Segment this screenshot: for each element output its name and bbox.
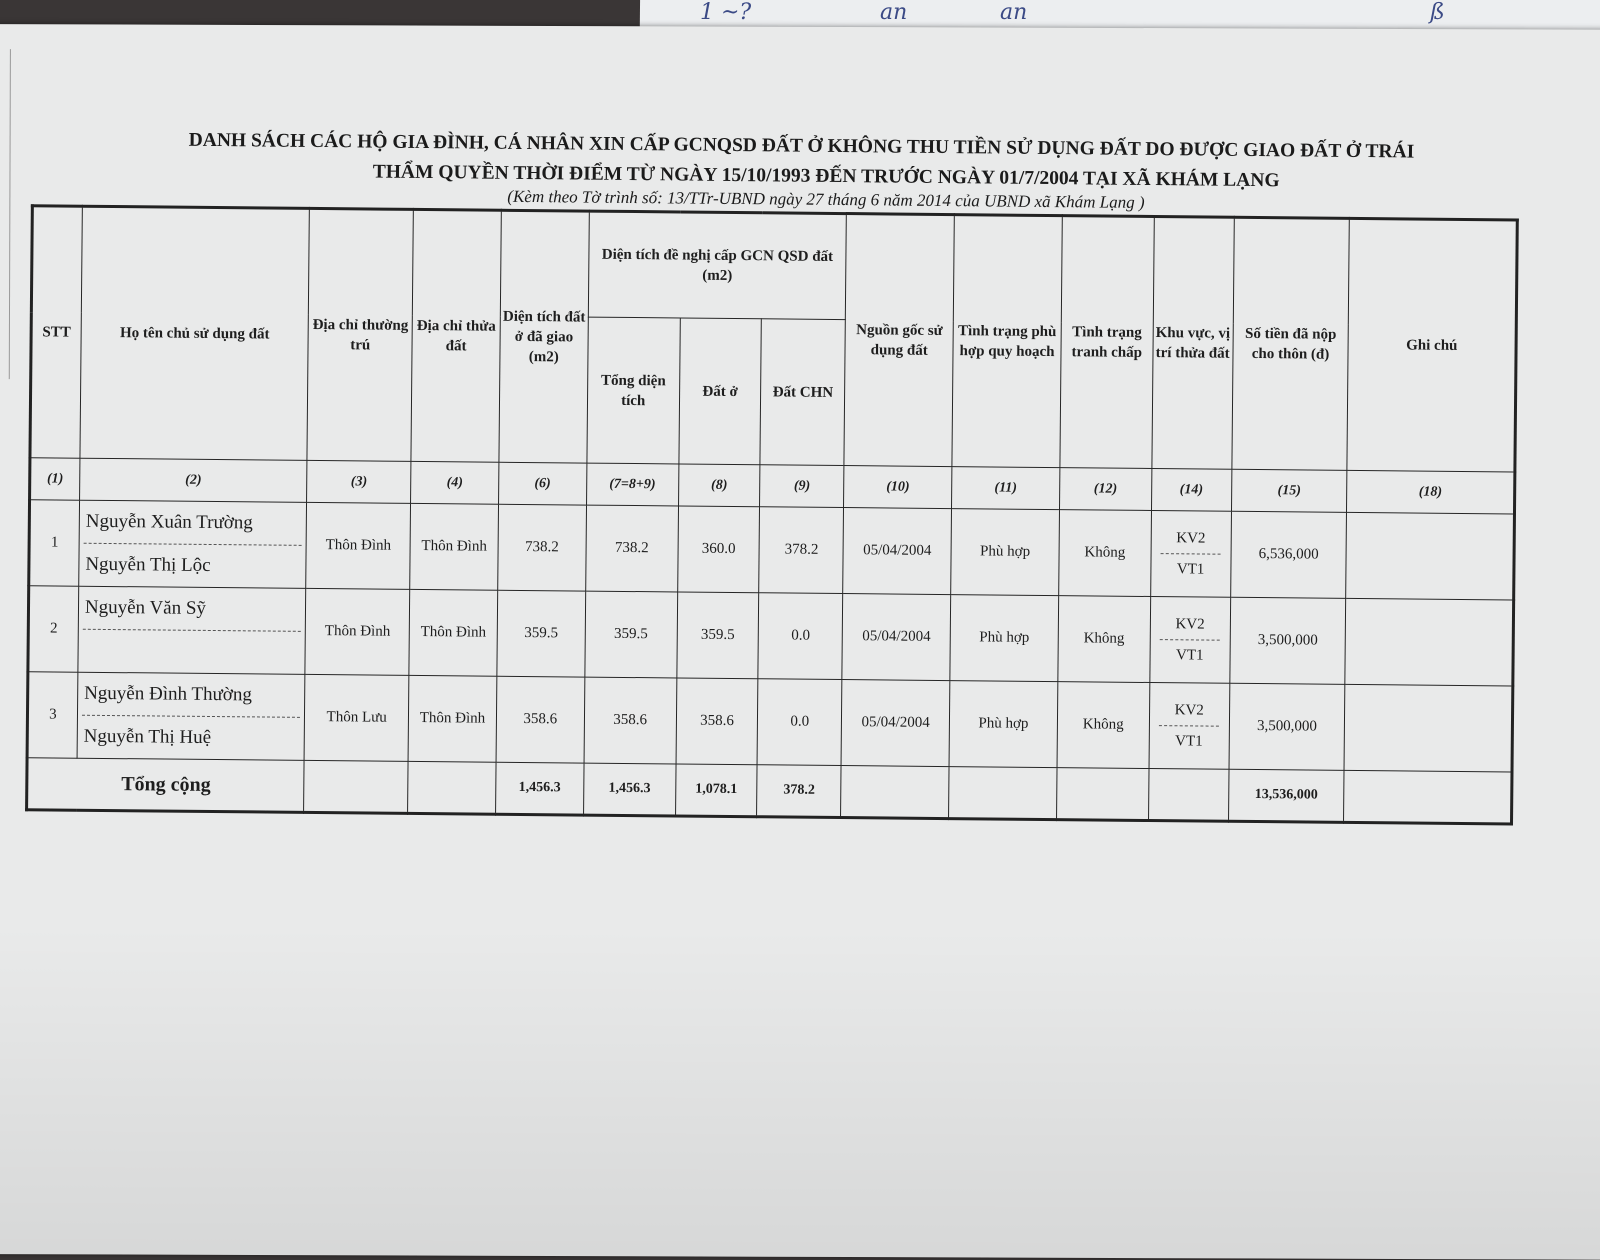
empty-cell <box>1056 768 1148 821</box>
note-cell <box>1345 598 1513 686</box>
zone-vt: VT1 <box>1176 561 1205 578</box>
col-header-zone: Khu vực, vị trí thửa đất <box>1152 217 1234 470</box>
document-subtitle: (Kèm theo Tờ trình số: 13/TTr-UBND ngày 27 tháng 6 năm 2014 của UBND xã Khám Lạng ) <box>507 186 1145 212</box>
residential-cell: 358.6 <box>676 678 759 765</box>
col-header-proposed-area: Diện tích đề nghị cấp GCN QSD đất (m2) <box>588 211 847 319</box>
col-header-planning: Tình trạng phù hợp quy hoạch <box>952 215 1062 468</box>
dashed-separator <box>1161 553 1221 555</box>
dashed-separator <box>1160 639 1220 641</box>
paid-cell: 6,536,000 <box>1230 511 1347 598</box>
owner-name: Nguyễn Đình Thường <box>84 682 252 706</box>
header-row <box>31 206 1517 326</box>
column-number: (8) <box>678 464 760 507</box>
owner-cell <box>78 586 306 674</box>
empty-cell <box>841 766 949 819</box>
column-number: (12) <box>1059 468 1151 511</box>
planning-cell: Phù hợp <box>949 681 1058 768</box>
total-area-cell: 358.6 <box>584 677 677 764</box>
document-content <box>15 124 1582 826</box>
co-owner-name: Nguyễn Thị Huệ <box>83 725 212 748</box>
handwriting-scribble: 1 ~? <box>700 0 752 25</box>
owner-name: Nguyễn Văn Sỹ <box>84 596 207 619</box>
document-page <box>0 24 1600 1260</box>
paid-cell: 3,500,000 <box>1229 597 1346 684</box>
table-row <box>27 672 1513 772</box>
planning-cell: Phù hợp <box>951 509 1060 596</box>
assigned-area-cell: 358.6 <box>496 676 585 763</box>
col-header-dispute: Tình trạng tranh chấp <box>1060 216 1154 469</box>
column-number: (11) <box>952 467 1060 510</box>
dispute-cell: Không <box>1059 510 1152 597</box>
chn-cell: 378.2 <box>759 507 844 594</box>
parcel-cell: Thôn Đình <box>409 589 498 676</box>
table-row <box>29 500 1515 600</box>
col-header-origin: Nguồn gốc sử dụng đất <box>844 214 954 467</box>
dispute-cell: Không <box>1058 596 1151 683</box>
zone-kv: KV2 <box>1176 530 1206 547</box>
table-row <box>28 586 1514 686</box>
origin-cell: 05/04/2004 <box>842 594 951 681</box>
total-area-cell: 738.2 <box>585 505 678 592</box>
column-number: (15) <box>1231 469 1347 512</box>
zone-cell <box>1149 682 1230 769</box>
zone-cell <box>1150 511 1231 598</box>
title-line-2: THẨM QUYỀN THỜI ĐIỂM TỪ NGÀY 15/10/1993 ĐẾN TRƯỚC NGÀY 01/7/2004 TẠI XÃ KHÁM LẠNG <box>372 161 1280 192</box>
row-stt: 3 <box>27 672 78 758</box>
chn-cell: 0.0 <box>758 593 843 680</box>
dashed-separator <box>1159 725 1219 727</box>
note-cell <box>1344 684 1512 772</box>
chn-cell: 0.0 <box>758 679 843 766</box>
row-stt: 1 <box>29 500 80 586</box>
page-shadow <box>0 924 1600 1260</box>
residential-cell: 360.0 <box>677 506 760 593</box>
co-owner-name: Nguyễn Thị Lộc <box>85 553 211 576</box>
column-number: (2) <box>79 458 307 502</box>
total-area-sum: 1,456.3 <box>583 763 675 816</box>
total-residential: 1,078.1 <box>675 764 757 817</box>
column-number: (18) <box>1347 470 1515 514</box>
owner-cell <box>79 500 307 588</box>
zone-kv: KV2 <box>1174 702 1204 719</box>
handwriting-scribble: an <box>1000 0 1028 25</box>
col-header-parcel: Địa chỉ thửa đất <box>411 209 501 462</box>
zone-cell <box>1150 597 1231 684</box>
column-number: (1) <box>30 458 80 500</box>
zone-kv: KV2 <box>1175 616 1205 633</box>
planning-cell: Phù hợp <box>950 595 1059 682</box>
empty-cell <box>1148 768 1228 821</box>
col-header-note: Ghi chú <box>1347 218 1517 472</box>
assigned-area-cell: 359.5 <box>497 590 586 677</box>
column-number: (7=8+9) <box>586 463 678 506</box>
address-cell: Thôn Lưu <box>304 674 409 761</box>
empty-cell <box>408 761 496 814</box>
dispute-cell: Không <box>1057 682 1150 769</box>
total-label: Tổng cộng <box>27 758 305 813</box>
total-paid: 13,536,000 <box>1228 769 1344 822</box>
parcel-cell: Thôn Đình <box>408 675 497 762</box>
column-number: (3) <box>307 460 411 503</box>
owner-name: Nguyễn Xuân Trường <box>85 510 253 534</box>
owner-cell <box>77 672 305 760</box>
address-cell: Thôn Đình <box>305 588 410 675</box>
handwriting-scribble: ß <box>1430 0 1445 25</box>
note-cell <box>1346 512 1514 600</box>
total-assigned-area: 1,456.3 <box>495 762 583 815</box>
total-area-cell: 359.5 <box>585 591 678 678</box>
col-header-residential: Đất ở <box>679 318 762 465</box>
empty-cell <box>304 760 408 813</box>
address-cell: Thôn Đình <box>306 502 411 589</box>
col-header-assigned-area: Diện tích đất ở đã giao (m2) <box>499 210 589 463</box>
paid-cell: 3,500,000 <box>1229 683 1346 770</box>
origin-cell: 05/04/2004 <box>843 508 952 595</box>
col-header-chn: Đất CHN <box>760 319 845 466</box>
handwriting-scribble: an <box>880 0 908 25</box>
col-header-name: Họ tên chủ sử dụng đất <box>80 206 310 460</box>
residential-cell: 359.5 <box>676 592 759 679</box>
row-stt: 2 <box>28 586 79 672</box>
origin-cell: 05/04/2004 <box>841 680 950 767</box>
col-header-total-area: Tổng diện tích <box>587 317 680 464</box>
column-number: (10) <box>844 466 952 509</box>
empty-cell <box>1344 770 1512 824</box>
zone-vt: VT1 <box>1175 733 1203 750</box>
column-number: (14) <box>1151 469 1231 512</box>
column-number: (9) <box>760 465 844 508</box>
margin-line <box>9 49 11 379</box>
col-header-paid: Số tiền đã nộp cho thôn (đ) <box>1232 217 1350 470</box>
parcel-cell: Thôn Đình <box>410 503 499 590</box>
column-number: (6) <box>498 462 586 505</box>
co-owner-name <box>78 630 305 674</box>
col-header-stt: STT <box>30 206 82 458</box>
assigned-area-cell: 738.2 <box>498 504 587 591</box>
title-line-1: DANH SÁCH CÁC HỘ GIA ĐÌNH, CÁ NHÂN XIN CẤP GCNQSD ĐẤT Ở KHÔNG THU TIỀN SỬ DỤNG ĐẤT DO ĐƯỢC GIAO ĐẤT Ở TRÁI <box>188 129 1415 163</box>
col-header-address: Địa chỉ thường trú <box>307 208 413 461</box>
total-chn: 378.2 <box>757 765 841 818</box>
column-number: (4) <box>411 461 499 504</box>
zone-vt: VT1 <box>1175 647 1204 664</box>
land-table <box>25 204 1519 825</box>
empty-cell <box>949 767 1057 820</box>
